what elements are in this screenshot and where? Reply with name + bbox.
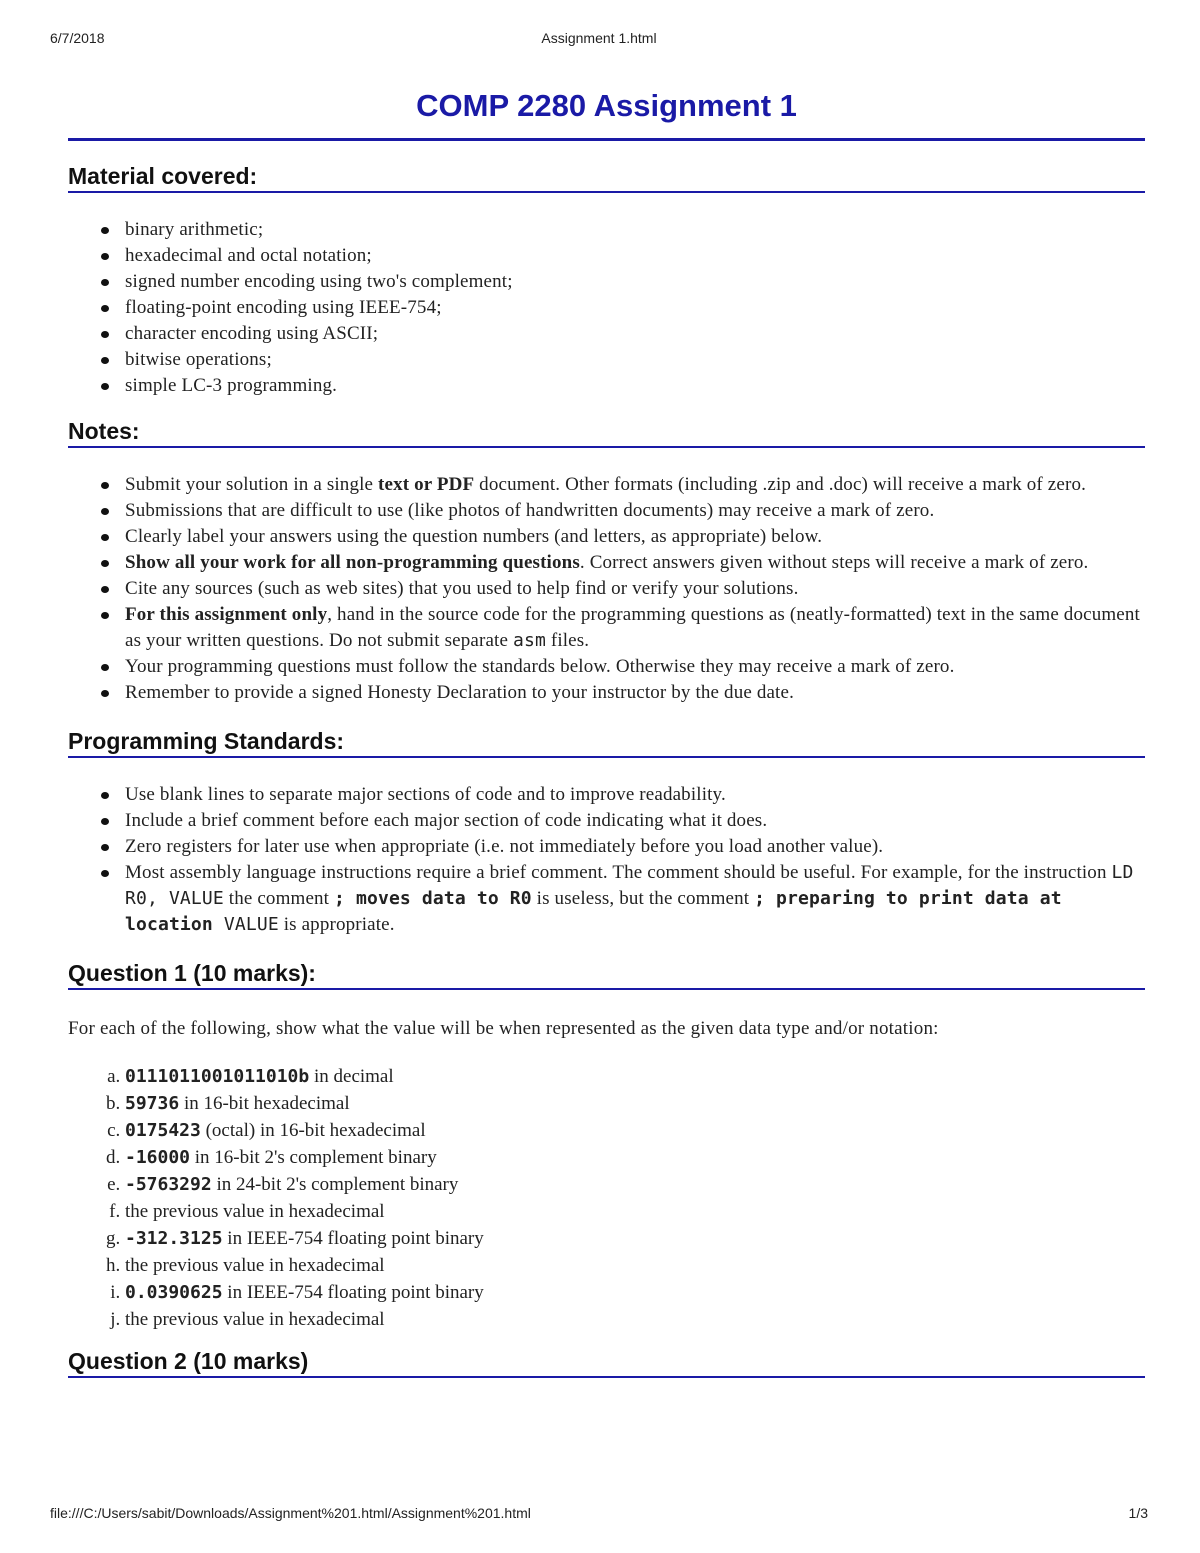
print-page-title: Assignment 1.html <box>541 30 657 46</box>
note-text: document. Other formats (including .zip and .doc) will receive a mark of zero. <box>474 474 1086 495</box>
question-item <box>125 1279 1145 1306</box>
note-item <box>125 602 1145 654</box>
standards-list <box>68 782 1145 938</box>
list-item: character encoding using ASCII; <box>125 321 1145 347</box>
question-item <box>125 1144 1145 1171</box>
inline-code: VALUE <box>212 914 279 935</box>
standard-item: Zero registers for later use when appropriate (i.e. not immediately before you load another value). <box>125 834 1145 860</box>
standard-item: Use blank lines to separate major sections of code and to improve readability. <box>125 782 1145 808</box>
note-emphasis: Show all your work for all non-programming questions <box>125 552 580 573</box>
item-text: the previous value in hexadecimal <box>125 1201 385 1222</box>
standard-text: is useless, but the comment <box>531 888 755 909</box>
item-text: in 16-bit 2's complement binary <box>190 1147 437 1168</box>
question-item <box>125 1090 1145 1117</box>
value-code: 0111011001011010 <box>125 1066 299 1087</box>
question-item <box>125 1306 1145 1333</box>
note-item: Cite any sources (such as web sites) that you used to help find or verify your solutions. <box>125 576 1145 602</box>
inline-code: ; preparing to print data at location <box>125 888 1062 935</box>
value-code: -312.3125 <box>125 1228 223 1249</box>
question-item <box>125 1117 1145 1144</box>
standards-heading: Programming Standards: <box>68 726 1145 758</box>
value-code: 0.0390625 <box>125 1282 223 1303</box>
note-emphasis: For this assignment only <box>125 604 328 625</box>
page-number: 1/3 <box>1128 1505 1148 1521</box>
item-text: in 24-bit 2's complement binary <box>211 1174 459 1195</box>
item-text: in IEEE-754 floating point binary <box>222 1228 484 1249</box>
standard-text: Most assembly language instructions require a brief comment. The comment should be useful. For example, for the instruction <box>125 862 1112 883</box>
standard-item: Include a brief comment before each major section of code indicating what it does. <box>125 808 1145 834</box>
item-text: in decimal <box>309 1066 394 1087</box>
list-item: signed number encoding using two's complement; <box>125 269 1145 295</box>
document-body <box>68 84 1145 1378</box>
question-item <box>125 1171 1145 1198</box>
notes-heading: Notes: <box>68 416 1145 448</box>
value-code: 0175423 <box>125 1120 201 1141</box>
note-item: Clearly label your answers using the question numbers (and letters, as appropriate) below. <box>125 524 1145 550</box>
file-path: file:///C:/Users/sabit/Downloads/Assignment%201.html/Assignment%201.html <box>50 1505 531 1521</box>
inline-code: ; moves data to R0 <box>334 888 532 909</box>
list-item: simple LC-3 programming. <box>125 373 1145 399</box>
item-text: (octal) in 16-bit hexadecimal <box>200 1120 426 1141</box>
question-1-intro: For each of the following, show what the value will be when represented as the given data type and/or notation: <box>68 1018 939 1039</box>
note-item <box>125 550 1145 576</box>
list-item: hexadecimal and octal notation; <box>125 243 1145 269</box>
question-item <box>125 1252 1145 1279</box>
item-text: in IEEE-754 floating point binary <box>222 1282 484 1303</box>
question-item <box>125 1198 1145 1225</box>
note-text: , hand in the source code for the programming questions as (neatly-formatted) text in the same document as your written questions. Do not submit separate <box>125 604 1140 651</box>
list-item: floating-point encoding using IEEE-754; <box>125 295 1145 321</box>
question-item <box>125 1063 1145 1090</box>
question-2-heading: Question 2 (10 marks) <box>68 1346 1145 1378</box>
notes-list <box>68 472 1145 706</box>
document-title: COMP 2280 Assignment 1 <box>68 84 1145 141</box>
value-code: 59736 <box>125 1093 180 1114</box>
question-item <box>125 1225 1145 1252</box>
standard-text: the comment <box>223 888 335 909</box>
list-item: binary arithmetic; <box>125 217 1145 243</box>
item-text: the previous value in hexadecimal <box>125 1255 385 1276</box>
print-header <box>50 30 1148 50</box>
note-item <box>125 472 1145 498</box>
standard-item <box>125 860 1145 938</box>
note-item: Submissions that are difficult to use (like photos of handwritten documents) may receive a mark of zero. <box>125 498 1145 524</box>
note-item: Your programming questions must follow the standards below. Otherwise they may receive a mark of zero. <box>125 654 1145 680</box>
value-code: -5763292 <box>125 1174 212 1195</box>
material-heading: Material covered: <box>68 161 1145 193</box>
value-suffix: b <box>298 1066 310 1087</box>
print-footer <box>50 1505 1148 1525</box>
note-item: Remember to provide a signed Honesty Declaration to your instructor by the due date. <box>125 680 1145 706</box>
note-text: files. <box>545 630 590 651</box>
print-date: 6/7/2018 <box>50 30 105 46</box>
item-text: the previous value in hexadecimal <box>125 1309 385 1330</box>
item-text: in 16-bit hexadecimal <box>179 1093 350 1114</box>
note-text: Submit your solution in a single <box>125 474 379 495</box>
list-item: bitwise operations; <box>125 347 1145 373</box>
material-list <box>68 217 1145 399</box>
note-emphasis: text or PDF <box>378 474 475 495</box>
note-text: . Correct answers given without steps will receive a mark of zero. <box>579 552 1089 573</box>
standard-text: is appropriate. <box>278 914 395 935</box>
inline-code: asm <box>512 630 546 651</box>
inline-code: LD R0, VALUE <box>125 862 1134 909</box>
value-code: -16000 <box>125 1147 191 1168</box>
question-1-heading: Question 1 (10 marks): <box>68 958 1145 990</box>
question-1-list <box>68 1063 1145 1333</box>
